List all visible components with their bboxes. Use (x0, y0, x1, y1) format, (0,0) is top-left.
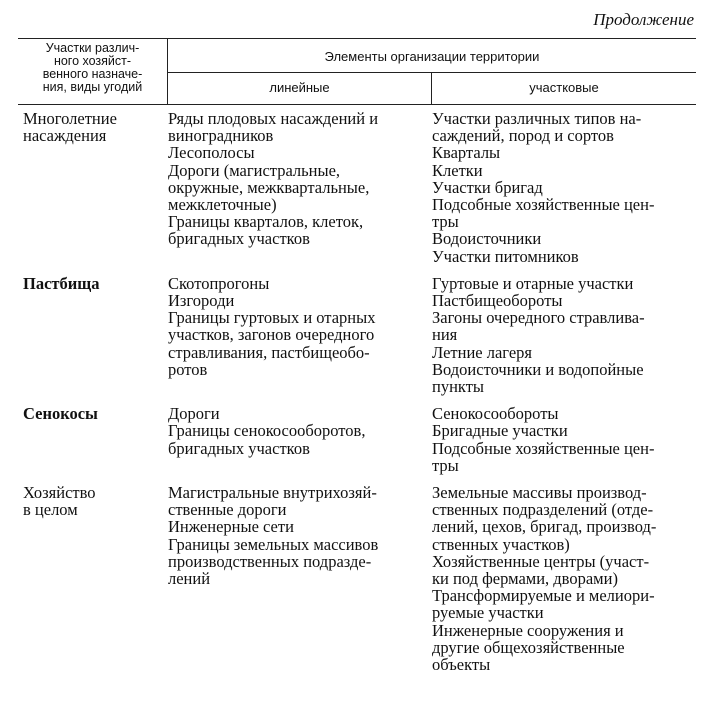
list-item: Лесополосы (168, 143, 255, 163)
linear-elements-cell (168, 275, 432, 395)
header-group-title: Элементы организации территории (324, 49, 540, 64)
list-item: Магистральные внутрихозяй- ственные дороги (168, 483, 377, 520)
list-item: Участки бригад (432, 177, 543, 197)
list-item: Гуртовые и отарные участки (432, 273, 634, 293)
row-name-cell (18, 484, 168, 673)
list-item: Границы сенокосооборотов, бригадных участков (168, 421, 366, 458)
row-name: Пастбища (23, 273, 100, 293)
list-item: Ряды плодовых насаждений и виноградников (168, 109, 379, 146)
list-item: Подсобные хозяйственные цен- тры (432, 195, 655, 232)
list-item: Бригадные участки (432, 421, 568, 441)
list-item: Клетки (432, 160, 483, 180)
list-item: Границы земельных массивов производственных подразде- лений (168, 534, 379, 589)
list-item: Кварталы (432, 143, 501, 163)
list-item: Земельные массивы производ- ственных подразделений (отде- лений, цехов, бригад, производ- ственных участков) (432, 483, 657, 554)
plot-elements-cell (432, 484, 696, 673)
list-item: Водоисточники (432, 229, 542, 249)
list-item: Границы гуртовых и отарных участков, загонов очередного стравливания, пастбищеобо- ротов (168, 308, 376, 379)
plot-elements-cell (432, 110, 696, 265)
row-name: Хозяйство в целом (23, 483, 96, 520)
list-item: Водоисточники и водопойные пункты (432, 359, 644, 397)
linear-elements-cell (168, 405, 432, 474)
linear-elements-cell (168, 110, 432, 265)
list-item: Инженерные сооружения и другие общехозяйственные объекты (432, 620, 625, 675)
header-plot-column: участковые (529, 80, 599, 95)
table-row (18, 275, 696, 395)
list-item: Пастбищеобороты (432, 291, 563, 311)
list-item: Дороги (магистральные, окружные, межквартальные, межклеточные) (168, 160, 370, 215)
header-linear-column: линейные (269, 80, 330, 95)
table-body (18, 110, 696, 683)
list-item: Хозяйственные центры (участ- ки под фермами, дворами) (432, 551, 650, 589)
plot-elements-cell (432, 275, 696, 395)
row-name-cell (18, 405, 168, 474)
header-bottom-rule (18, 104, 696, 105)
linear-elements-cell (168, 484, 432, 673)
list-item: Скотопрогоны (168, 273, 270, 293)
list-item: Подсобные хозяйственные цен- тры (432, 438, 655, 475)
list-item: Трансформируемые и мелиори- руемые участки (432, 586, 655, 623)
table-top-rule (18, 38, 696, 39)
list-item: Дороги (168, 404, 220, 424)
plot-elements-cell (432, 405, 696, 474)
row-name-cell (18, 110, 168, 265)
list-item: Загоны очередного стравлива- ния (432, 308, 645, 345)
table-row (18, 110, 696, 265)
list-item: Изгороди (168, 291, 235, 311)
list-item: Сенокосообороты (432, 404, 559, 424)
list-item: Летние лагеря (432, 342, 532, 362)
table-row (18, 484, 696, 673)
continuation-label: Продолжение (593, 10, 694, 29)
list-item: Участки различных типов на- саждений, пород и сортов (432, 109, 642, 146)
row-name: Сенокосы (23, 404, 98, 424)
table-row (18, 405, 696, 474)
list-item: Границы кварталов, клеток, бригадных участков (168, 212, 364, 249)
row-name: Многолетние насаждения (23, 109, 117, 146)
row-name-cell (18, 275, 168, 395)
header-first-column: Участки различ- ного хозяйст- венного назначе- ния, виды угодий (42, 41, 143, 94)
list-item: Участки питомников (432, 246, 579, 266)
list-item: Инженерные сети (168, 517, 294, 537)
